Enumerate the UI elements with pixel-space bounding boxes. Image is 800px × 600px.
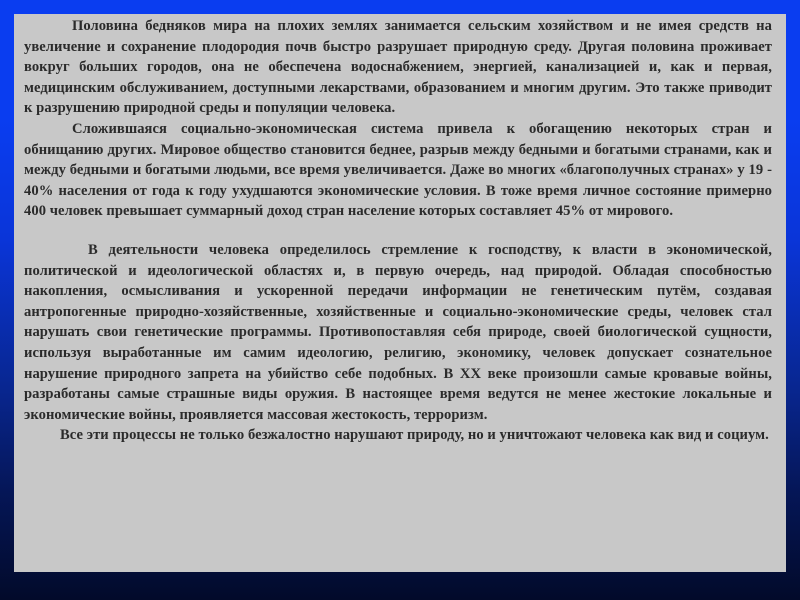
paragraph-socioeconomic-system: Сложившаяся социально-экономическая система привела к обогащению некоторых стран и обнищанию других. Мировое общество становится беднее, разрыв между бедными и богатыми странами, как и между бедными и богатыми людьми, все время увеличивается. Даже во многих «благополучных странах» у 19 - 40% населения от года к году ухудшаются экономические условия. В тоже время личное состояние примерно 400 человек превышает суммарный доход стран население которых составляет 45% от мирового. xyxy=(24,120,772,220)
paragraph-conclusion: Все эти процессы не только безжалостно нарушают природу, но и уничтожают человека как вид и социум. xyxy=(60,427,769,444)
paragraph-poor-half: Половина бедняков мира на плохих землях занимается сельским хозяйством и не имея средств на увеличение и сохранение плодородия почв быстро разрушает природную среду. Другая половина проживает вокруг больших городов, она не обеспечена водоснабжением, энергией, канализацией и, как и первая, медицинским обслуживанием, доступными лекарствами, образованием и многим другим. Это также приводит к разрушению природной среды и популяции человека. xyxy=(24,18,772,117)
paragraph-human-activity: В деятельности человека определилось стремление к господству, к власти в экономической, политической и идеологической областях и, в первую очередь, над природой. Обладая способностью накопления, осмысливания и ускоренной передачи информации не генетическим путём, создавая антропогенные природно-хозяйственные, хозяйственные и социально-экономические среды, человек стал нарушать свои генетические программы. Противопоставляя себя природе, своей биологической сущности, используя выработанные им самим идеологию, религию, экономику, человек допускает сознательное нарушение природного запрета на убийство себе подобных. В XX веке произошли самые кровавые войны, разработаны самые страшные виды оружия. В настоящее время ведутся не менее жестокие локальные и экономические войны, проявляется массовая жестокость, терроризм. xyxy=(24,241,772,423)
text-panel xyxy=(14,14,786,572)
